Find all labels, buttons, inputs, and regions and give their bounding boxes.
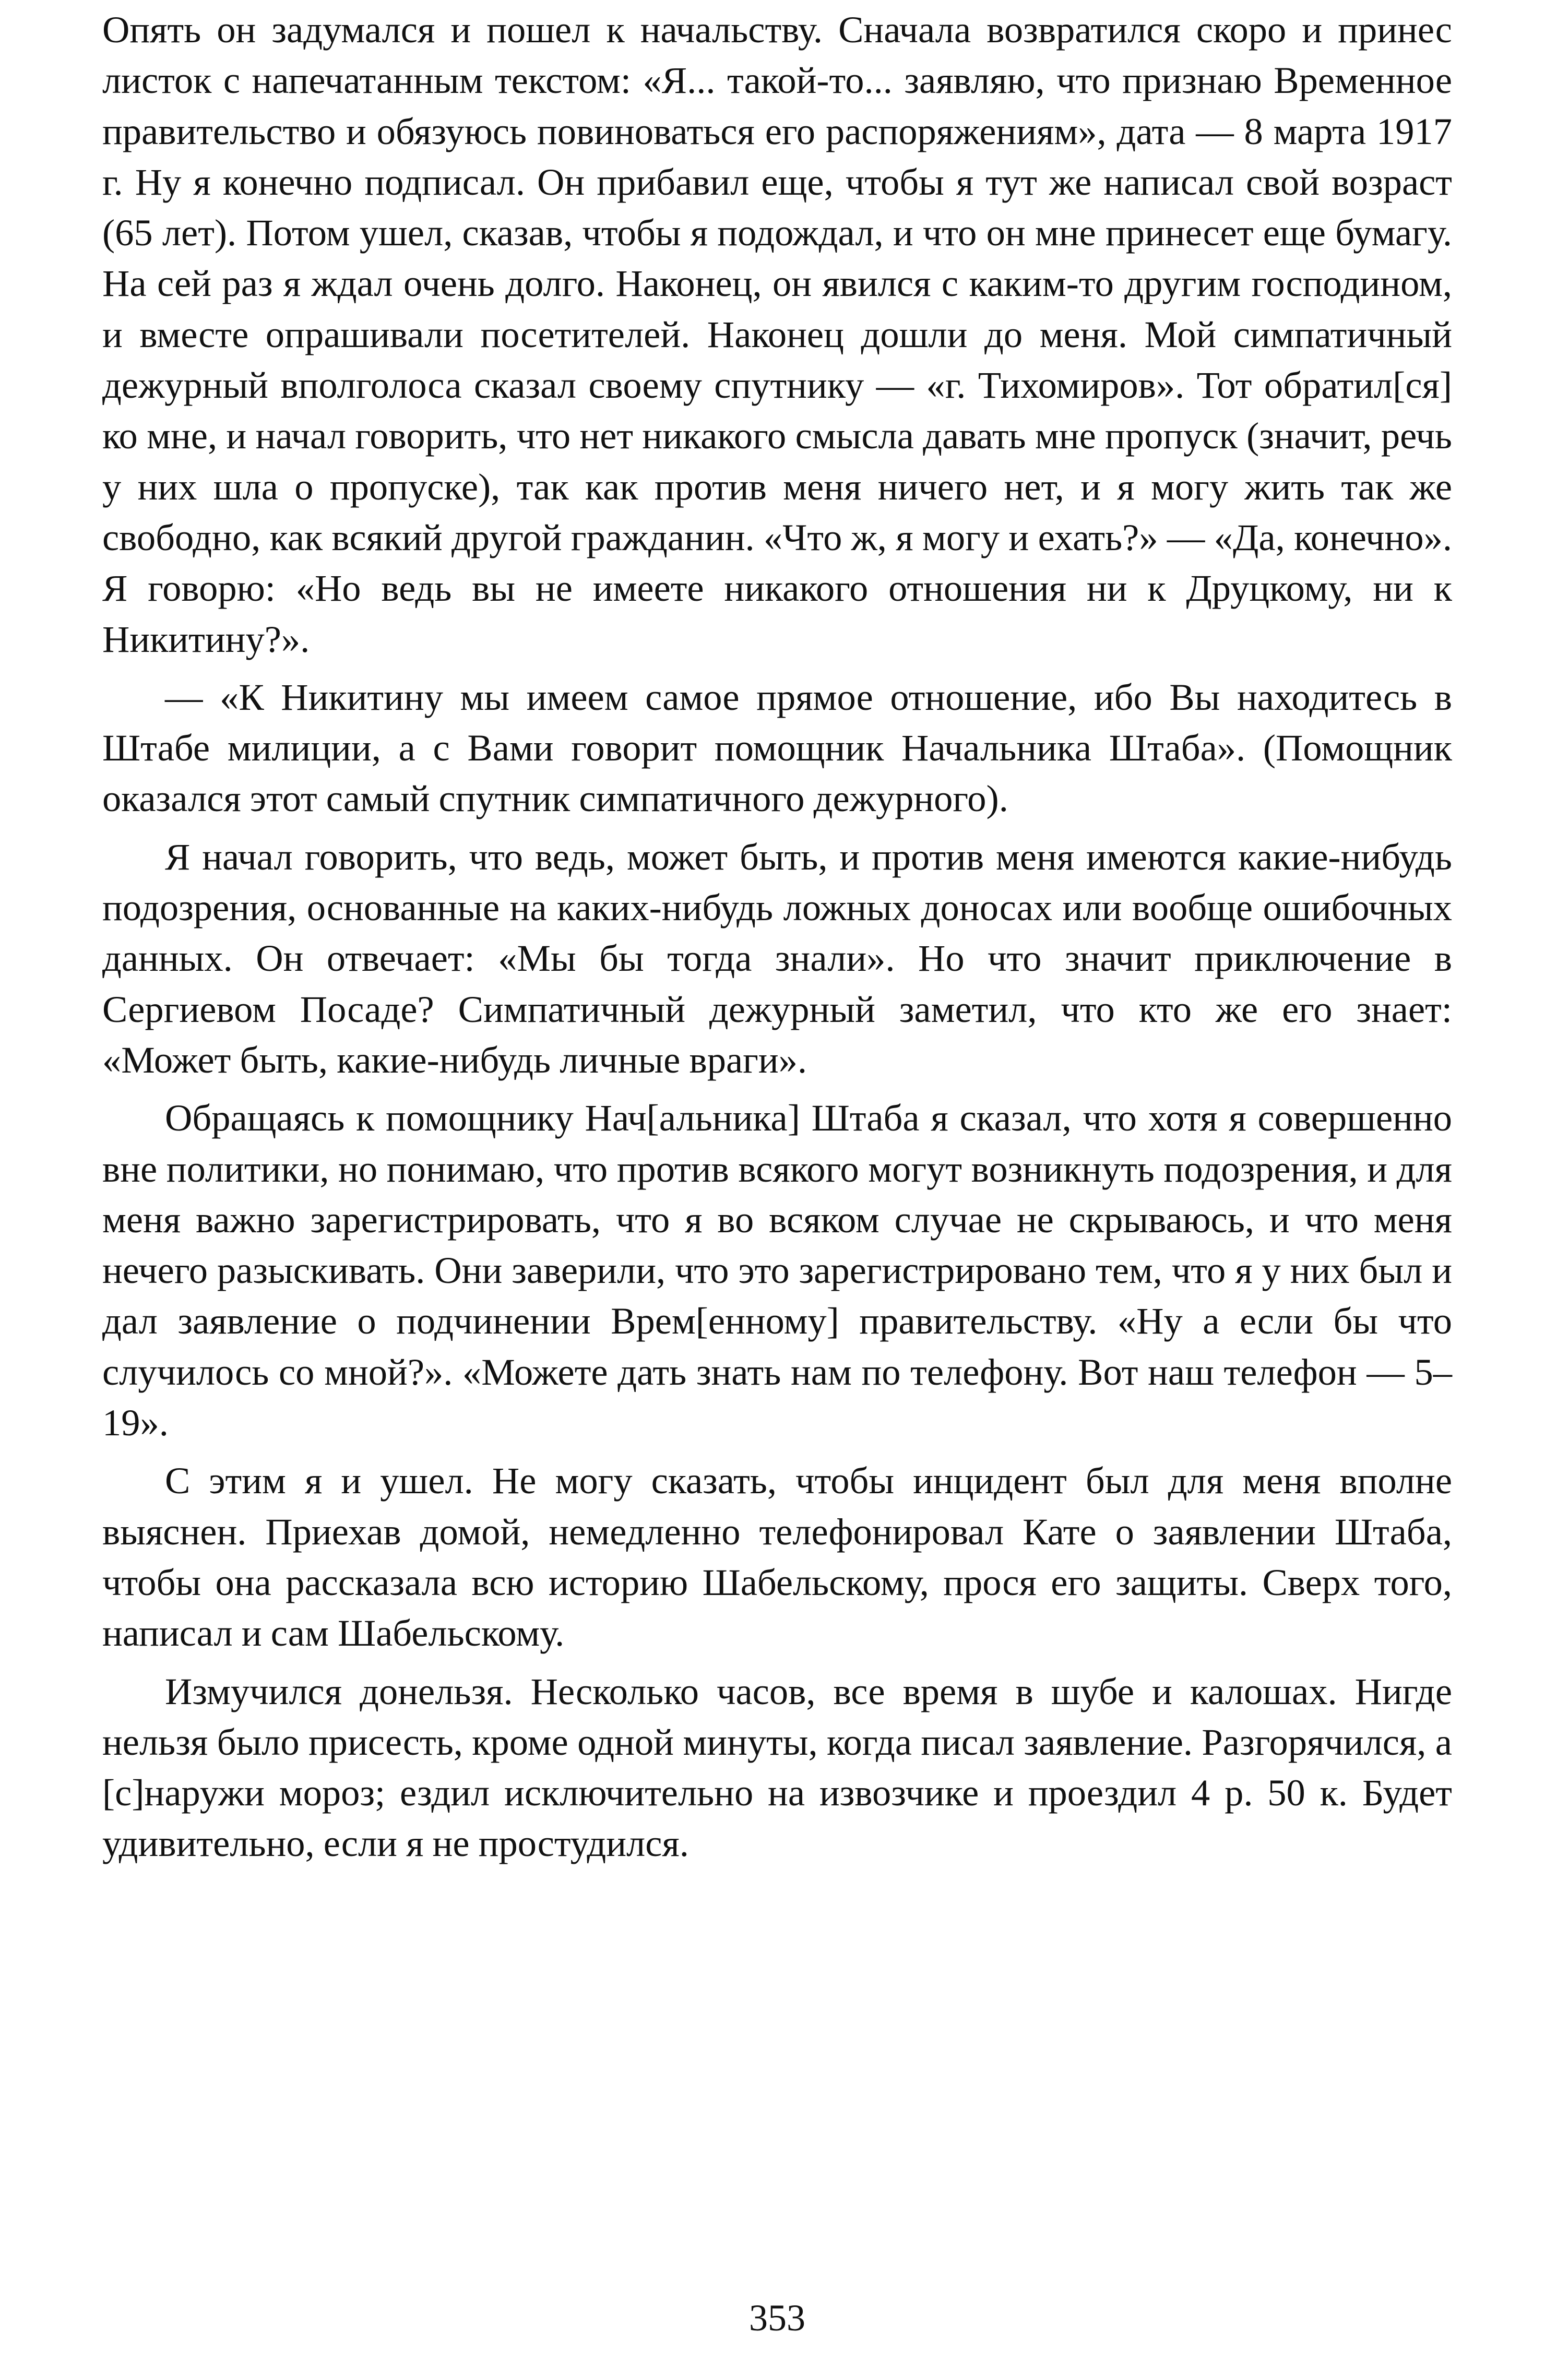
body-text: [102, 4, 1452, 1869]
page-number: 353: [749, 2297, 805, 2339]
paragraph-1: Опять он задумался и пошел к начальству. Сначала возвратился скоро и принес листок с напечатанным текстом: «Я... такой-то... заявляю, что признаю Временное правительство и обязуюсь повиноваться его распоряжениям», дата — 8 марта 1917 г. Ну я конечно подписал. Он прибавил еще, чтобы я тут же написал свой возраст (65 лет). Потом ушел, сказав, чтобы я подождал, и что он мне принесет еще бумагу. На сей раз я ждал очень долго. Наконец, он явился с каким-то другим господином, и вместе опрашивали посетителей. Наконец дошли до меня. Мой симпатичный дежурный вполголоса сказал своему спутнику — «г. Тихомиров». Тот обратил[ся] ко мне, и начал говорить, что нет никакого смысла давать мне пропуск (значит, речь у них шла о пропуске), так как против меня ничего нет, и я могу жить так же свободно, как всякий другой гражданин. «Что ж, я могу и ехать?» — «Да, конечно». Я говорю: «Но ведь вы не имеете никакого отношения ни к Друцкому, ни к Никитину?».: [102, 8, 1452, 660]
book-page: [102, 4, 1452, 2342]
paragraph-3: Я начал говорить, что ведь, может быть, и против меня имеются какие-нибудь подозрения, основанные на каких-нибудь ложных доносах или вообще ошибочных данных. Он отвечает: «Мы бы тогда знали». Но что значит приключение в Сергиевом Посаде? Симпатичный дежурный заметил, что кто же его знает: «Может быть, какие-нибудь личные враги».: [102, 835, 1452, 1081]
paragraph-6: Измучился донельзя. Несколько часов, все время в шубе и калошах. Нигде нельзя было присесть, кроме одной минуты, когда писал заявление. Разгорячился, а [с]наружи мороз; ездил исключительно на извозчике и проездил 4 р. 50 к. Будет удивительно, если я не простудился.: [102, 1670, 1452, 1865]
paragraph-2: — «К Никитину мы имеем самое прямое отношение, ибо Вы находитесь в Штабе милиции, а с Вами говорит помощник Начальника Штаба». (Помощник оказался этот самый спутник симпатичного дежурного).: [102, 675, 1452, 820]
paragraph-5: С этим я и ушел. Не могу сказать, чтобы инцидент был для меня вполне выяснен. Приехав домой, немедленно телефонировал Кате о заявлении Штаба, чтобы она рассказала всю историю Шабельскому, прося его защиты. Сверх того, написал и сам Шабельскому.: [102, 1459, 1452, 1655]
paragraph-4: Обращаясь к помощнику Нач[альника] Штаба я сказал, что хотя я совершенно вне политики, но понимаю, что против всякого могут возникнуть подозрения, и для меня важно зарегистрировать, что я во всяком случае не скрываюсь, и что меня нечего разыскивать. Они заверили, что это зарегистрировано тем, что я у них был и дал заявление о подчинении Врем[енному] правительству. «Ну а если бы что случилось со мной?». «Можете дать знать нам по телефону. Вот наш телефон — 5–19».: [102, 1097, 1452, 1444]
